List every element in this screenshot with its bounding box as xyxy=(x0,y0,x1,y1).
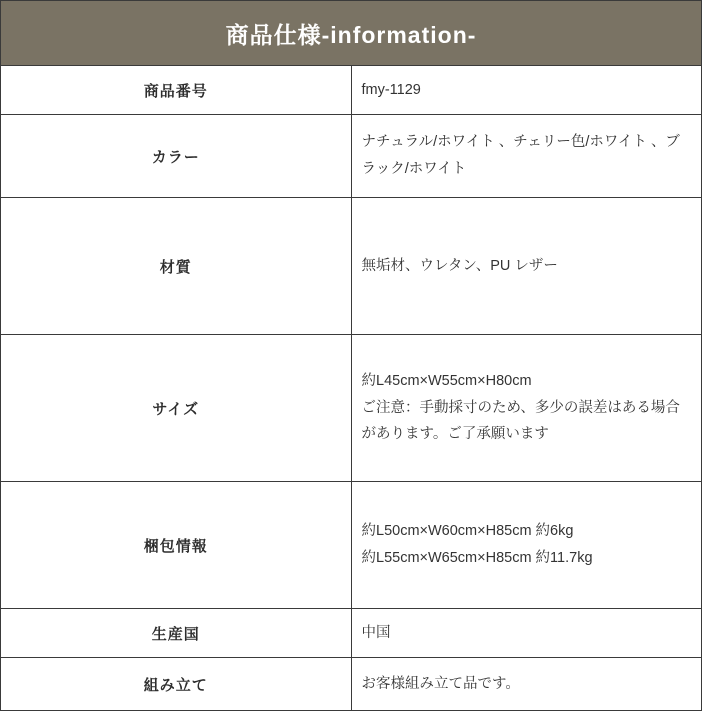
row-label-color: カラー xyxy=(1,115,352,198)
row-label-material: 材質 xyxy=(1,198,352,335)
table-row-packing xyxy=(1,482,702,609)
text-line: お客様組み立て品です。 xyxy=(361,675,520,692)
row-value-color xyxy=(351,115,702,198)
text-line: 約L55cm×W65cm×H85cm 約11.7kg xyxy=(361,550,593,566)
row-label-assembly: 組み立て xyxy=(1,658,352,711)
text-line: ご注意：手動採寸のため、多少の誤差はある場合があります。ご了承願います xyxy=(361,399,680,443)
row-label-product-number: 商品番号 xyxy=(1,66,352,115)
row-label-country: 生産国 xyxy=(1,609,352,658)
spec-title-row xyxy=(1,1,702,66)
text-line: 無垢材、ウレタン、PU レザー xyxy=(361,257,558,274)
text-line: 中国 xyxy=(361,624,391,641)
table-row-country xyxy=(1,609,702,658)
row-label-packing: 梱包情報 xyxy=(1,482,352,609)
text-line: 約L50cm×W60cm×H85cm 約6kg xyxy=(361,523,574,540)
table-row-size xyxy=(1,335,702,482)
table-row-color xyxy=(1,115,702,198)
table-row-material xyxy=(1,198,702,335)
table-row-assembly xyxy=(1,658,702,711)
text-line: fmy-1129 xyxy=(361,81,421,98)
row-label-size: サイズ xyxy=(1,335,352,482)
row-value-country xyxy=(351,609,702,658)
table-row-product-number xyxy=(1,66,702,115)
row-value-size xyxy=(351,335,702,482)
page-title: 商品仕様-information- xyxy=(1,1,702,66)
text-line: 約L45cm×W55cm×H80cm xyxy=(361,372,532,389)
row-value-material xyxy=(351,198,702,335)
row-value-packing xyxy=(351,482,702,609)
row-value-product-number xyxy=(351,66,702,115)
row-value-assembly xyxy=(351,658,702,711)
text-line: ナチュラル/ホワイト 、チェリー色/ホワイト 、ブラック/ホワイト xyxy=(361,134,680,177)
